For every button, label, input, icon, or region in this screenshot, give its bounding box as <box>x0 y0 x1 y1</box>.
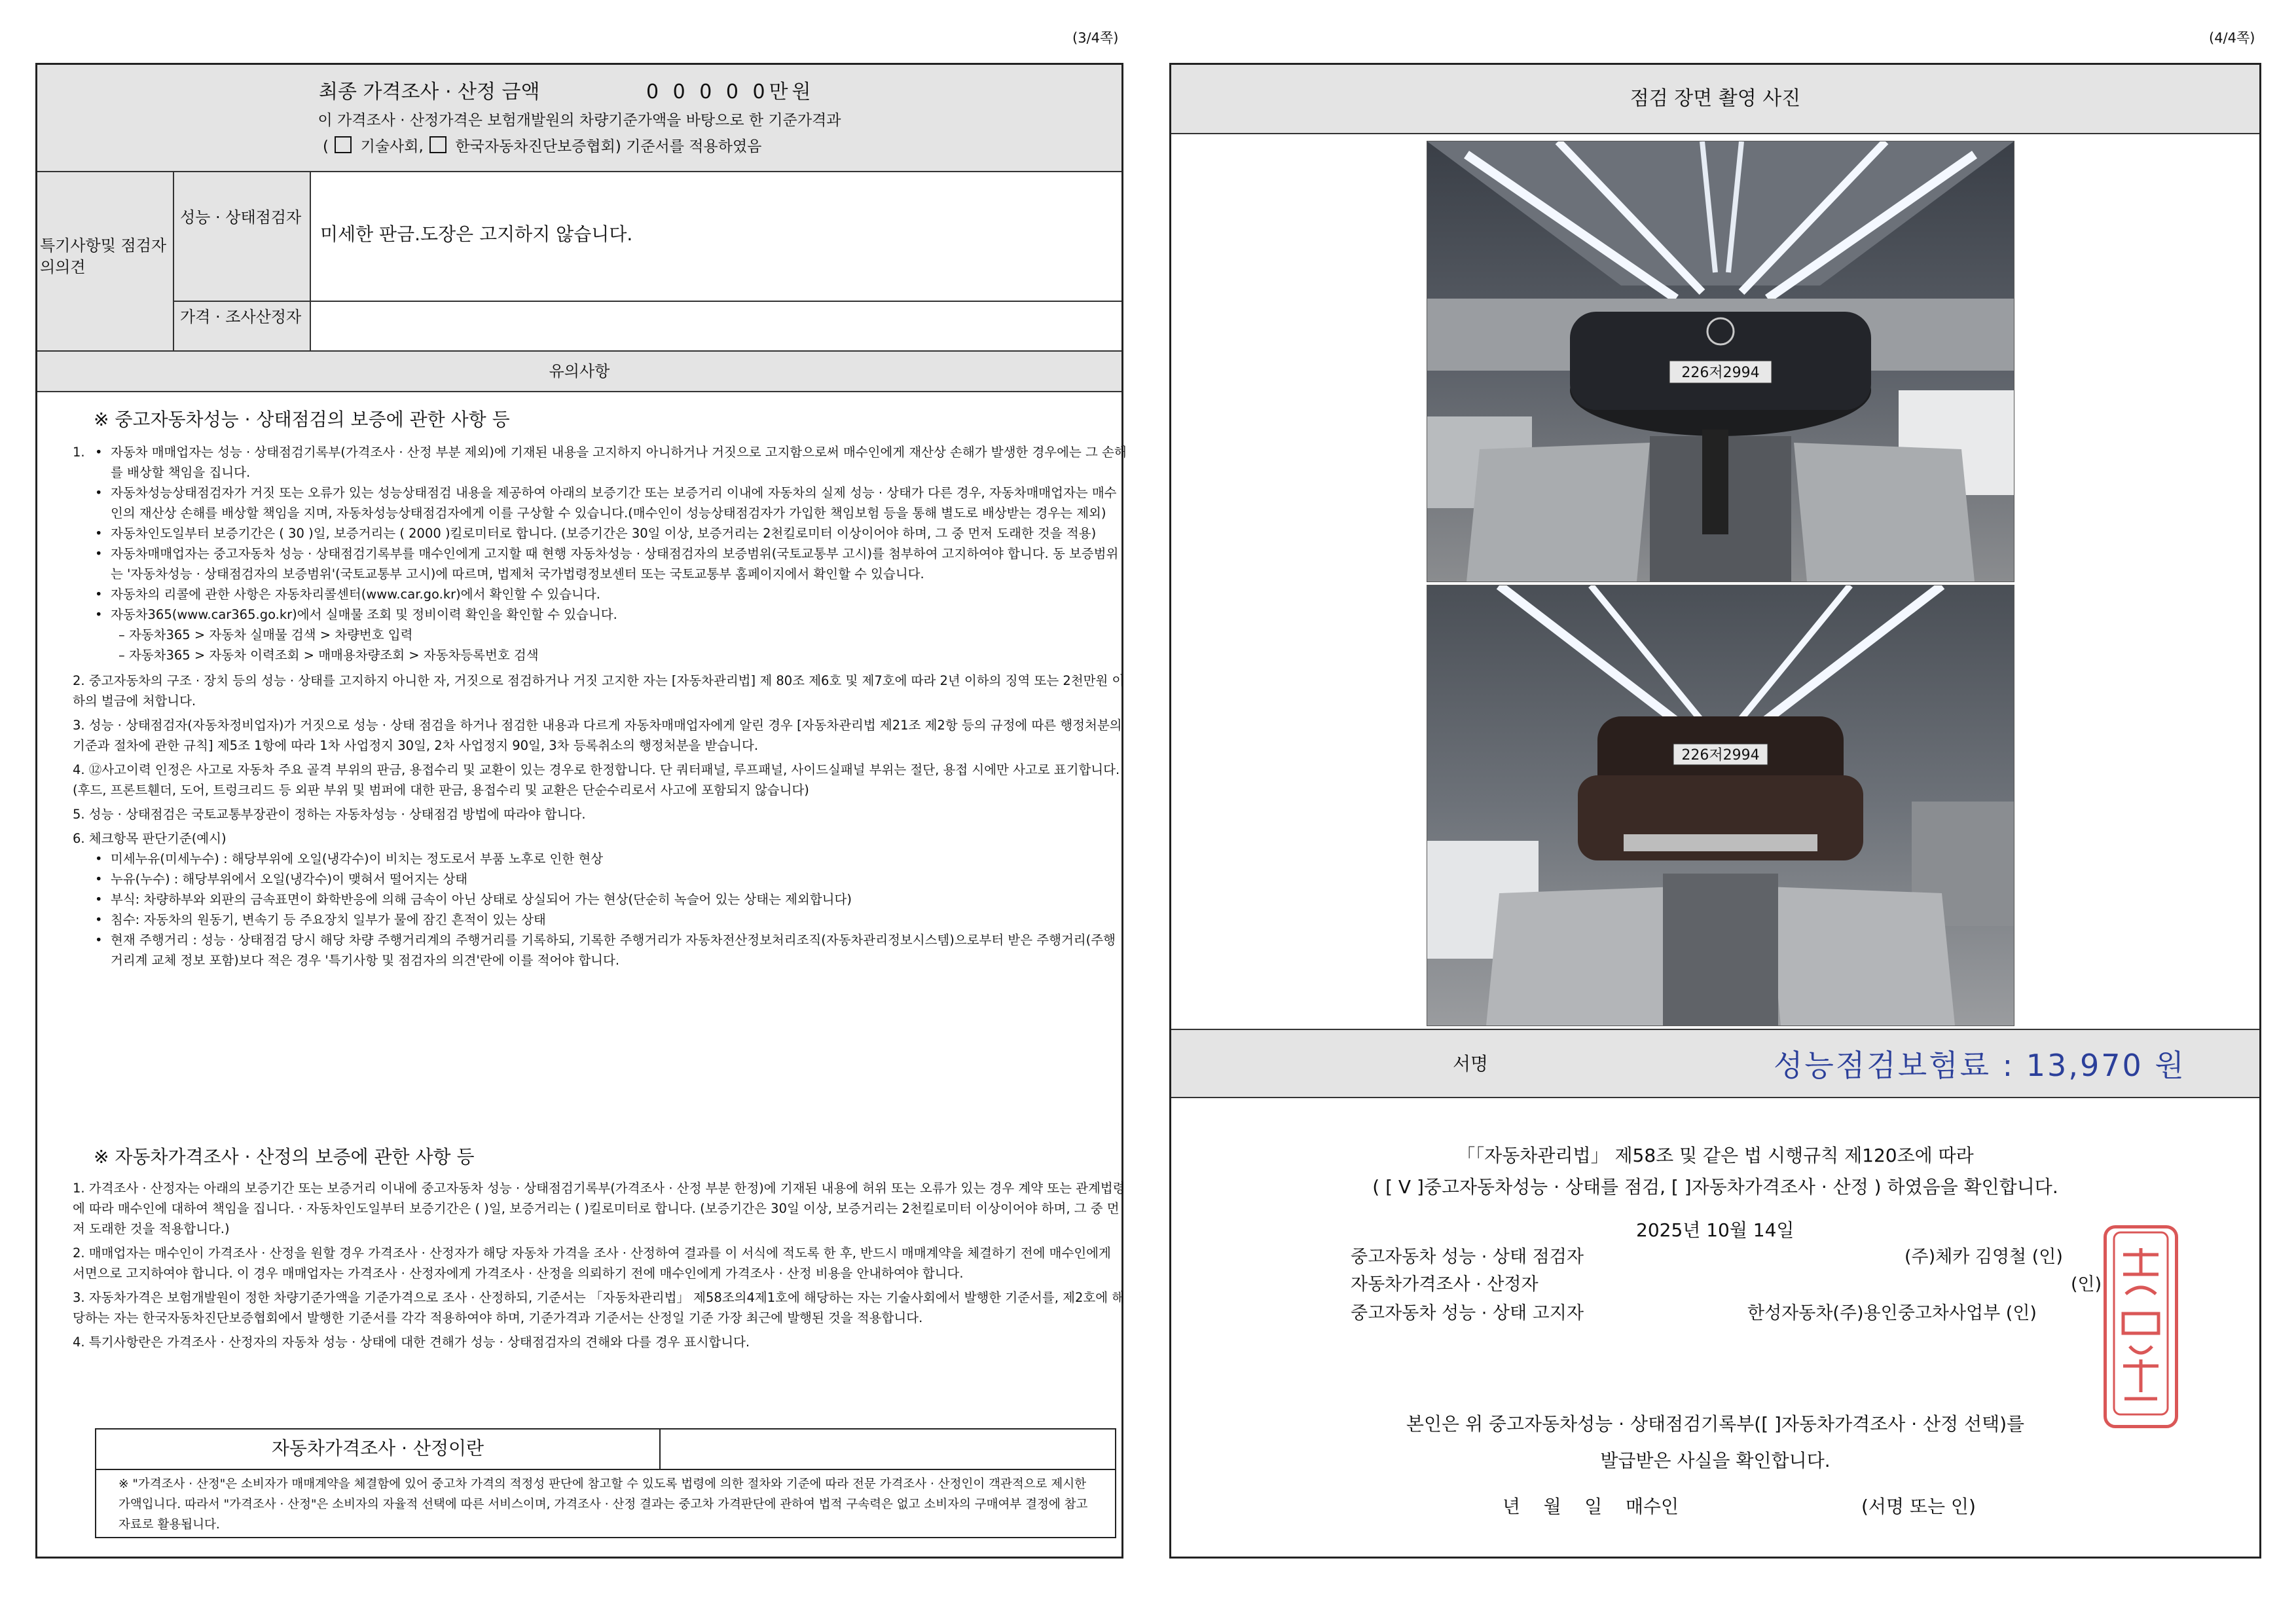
section2-title: ※ 자동차가격조사 · 산정의 보증에 관한 사항 등 <box>94 1146 475 1168</box>
final-price-label: 최종 가격조사 · 산정 금액 <box>319 81 540 103</box>
left-page-frame <box>35 63 1127 1559</box>
list-item: • 미세누유(미세누수) : 해당부위에 오일(냉각수)이 비치는 정도로서 부품 노후로 인한 현상 <box>73 849 1127 869</box>
signature-fee-bar <box>1171 1030 2259 1097</box>
insurance-fee: 성능점검보험료 : 13,970 원 <box>1774 1048 2186 1083</box>
buyer-date: 년 월 일 매수인 <box>1503 1496 1679 1517</box>
inspection-photo-rear <box>1427 585 2014 1026</box>
signature-label: 서명 <box>1453 1053 1489 1075</box>
list-item: 2. 중고자동차의 구조 · 장치 등의 성능 · 상태를 고지하지 아니한 자, 거짓으로 점검하거나 거짓 고지한 자는 [자동차관리법] 제 80조 제6호 및 제7호에 따라 2년 이하의 징역 또는 2천만원 이하의 벌금에 처합니다. <box>73 673 1125 709</box>
company-seal <box>2104 1225 2178 1428</box>
right-page-frame <box>1169 63 2261 1559</box>
sig-role-inspector: 중고자동차 성능 · 상태 점검자 <box>1351 1247 1584 1267</box>
buyer-sign[interactable]: (서명 또는 인) <box>1861 1496 1976 1517</box>
notes-heading: 유의사항 <box>37 352 1121 391</box>
list-item: • 침수: 자동차의 원동기, 변속기 등 주요장치 일부가 물에 잠긴 흔적이 있는 상태 <box>73 910 1127 930</box>
checkbox-engineers[interactable] <box>335 136 352 153</box>
appraisal-definition-box <box>95 1428 1116 1538</box>
list-item: • 누유(누수) : 해당부위에서 오일(냉각수)이 맺혀서 떨어지는 상태 <box>73 869 1127 889</box>
receipt-line-1: 본인은 위 중고자동차성능 · 상태점검기록부([ ]자동차가격조사 · 산정 선택)를 <box>1406 1413 2025 1435</box>
sig-role-appraiser: 자동차가격조사 · 산정자 <box>1351 1274 1539 1295</box>
list-item: 1. 가격조사 · 산정자는 아래의 보증기간 또는 보증거리 이내에 중고자동차 성능 · 상태점검기록부(가격조사 · 산정 부분 한정)에 기재된 내용에 허위 또는 오류가 있는 경우 계약 또는 관계법령에 따라 매수인에 대하여 책임을 집니다. · 자동차인도일부터 보증기간은 ( )일, 보증거리는 ( )킬로미터로 합니다. (보증기간은 30일 이상, 보증거리는 2천킬로미터 이상이어야 하며, 그 중 먼저 도래한 것을 적용합니다.) <box>73 1181 1125 1236</box>
row-inspector-value: 미세한 판금.도장은 고지하지 않습니다. <box>320 223 633 245</box>
final-price-header <box>37 65 1121 171</box>
list-item: 5. 성능 · 상태점검은 국토교통부장관이 정하는 자동차성능 · 상태점검 방법에 따라야 합니다. <box>73 807 586 822</box>
sig-role-notifier: 중고자동차 성능 · 상태 고지자 <box>1351 1303 1584 1323</box>
list-item: • 자동차인도일부터 보증기간은 ( 30 )일, 보증거리는 ( 2000 )킬로미터로 합니다. (보증기간은 30일 이상, 보증거리는 2천킬로미터 이상이어야 하며, 그 중 먼저 도래한 것을 적용) <box>73 523 1127 544</box>
list-subitem: – 자동차365 > 자동차 이력조회 > 매매용차량조회 > 자동차등록번호 검색 <box>118 648 539 663</box>
rear-plate-text: 226저2994 <box>1681 747 1760 764</box>
standards-option-2: 한국자동차진단보증협회) 기준서를 적용하였음 <box>455 138 762 155</box>
statement-line-1: 「「자동차관리법」 제58조 및 같은 법 시행규칙 제120조에 따라 <box>1457 1145 1974 1166</box>
list-item: • 자동차성능상태점검자가 거짓 또는 오류가 있는 성능상태점검 내용을 제공하여 아래의 보증기간 또는 보증거리 이내에 자동차의 실제 성능 · 상태가 다른 경우, 자동차매매업자는 매수인의 재산상 손해를 배상할 책임을 지며, 자동차성능상태점검자에게 이를 구상할 수 있습니다.(매수인이 성능상태점검자가 가입한 책임보험 등을 통해 별도로 배상받는 경우는 제외) <box>73 483 1127 523</box>
appraisal-box-text: ※ "가격조사 · 산정"은 소비자가 매매계약을 체결함에 있어 중고차 가격의 적정성 판단에 참고할 수 있도록 법령에 의한 절차와 기준에 따라 전문 가격조사 · 산정인이 객관적으로 제시한 가액입니다. 따라서 "가격조사 · 산정"은 소비자의 자율적 선택에 따른 서비스이며, 가격조사 · 산정 결과는 중고차 가격판단에 관하여 법적 구속력은 없고 소비자의 구매여부 결정에 참고자료로 활용됩니다. <box>118 1477 1088 1532</box>
list-item: 4. ⑫사고이력 인정은 사고로 자동차 주요 골격 부위의 판금, 용접수리 및 교환이 있는 경우로 한정합니다. 단 쿼터패널, 루프패널, 사이드실패널 부위는 절단, 용접 시에만 사고로 표기합니다. (후드, 프론트휀더, 도어, 트렁크리드 등 외판 부위 및 범퍼에 대한 판금, 용접수리 및 교환은 단순수리로서 사고에 포함되지 않습니다) <box>73 762 1120 798</box>
list-item: • 1. 자동차 매매업자는 성능 · 상태점검기록부(가격조사 · 산정 부분 제외)에 기재된 내용을 고지하지 아니하거나 거짓으로 고지함으로써 매수인에게 재산상 손해가 발생한 경우에는 그 손해를 배상할 책임을 집니다. <box>73 442 1127 483</box>
inspection-photo-front-image <box>1427 141 2014 581</box>
list-item: 4. 특기사항란은 가격조사 · 산정자의 자동차 성능 · 상태에 대한 견해가 성능 · 상태점검자의 견해와 다를 경우 표시합니다. <box>73 1335 750 1350</box>
list-item: • 부식: 차량하부와 외판의 금속표면이 화학반응에 의해 금속이 아닌 상태로 상실되어 가는 현상(단순히 녹슬어 있는 상태는 제외합니다) <box>73 889 1127 910</box>
inspection-photo-front <box>1427 141 2014 582</box>
row-inspector-label: 성능 · 상태점검자 <box>180 208 302 227</box>
standards-line <box>323 134 761 156</box>
seal-image <box>2110 1228 2172 1418</box>
section2-list <box>73 1178 1127 1352</box>
front-plate-text: 226저2994 <box>1681 365 1760 381</box>
list-subitem: – 자동차365 > 자동차 실매물 검색 > 차량번호 입력 <box>118 627 413 642</box>
standards-option-1: 기술사회, <box>360 138 424 155</box>
right-page-number: (4/4쪽) <box>2209 30 2255 46</box>
photo-section-title: 점검 장면 촬영 사진 <box>1171 65 2259 133</box>
list-item: • 자동차의 리콜에 관한 사항은 자동차리콜센터(www.car.go.kr)에서 확인할 수 있습니다. <box>73 584 1127 604</box>
statement-line-2: ( [ V ]중고자동차성능 · 상태를 점검, [ ]자동차가격조사 · 산정 ) 하였음을 확인합니다. <box>1372 1176 2058 1198</box>
list-item: 6. 체크항목 판단기준(예시) <box>73 831 227 846</box>
standards-open: ( <box>323 138 329 155</box>
list-item: 3. 자동차가격은 보험개발원이 정한 차량기준가액을 기준가격으로 조사 · 산정하되, 기준서는 「자동차관리법」 제58조의4제1호에 해당하는 자는 기술사회에서 발행한 기준서를, 제2호에 해당하는 자는 한국자동차진단보증협회에서 발행한 기준서를 각각 적용하여야 하며, 기준가격과 기준서는 산정일 기준 가장 최근에 발행된 것을 적용합니다. <box>73 1290 1125 1325</box>
list-item: 3. 성능 · 상태점검자(자동차정비업자)가 거짓으로 성능 · 상태 점검을 하거나 점검한 내용과 다르게 자동차매매업자에게 알린 경우 [자동차관리법 제21조 제2항 등의 규정에 따른 행정처분의 기준과 절차에 관한 규칙] 제5조 1항에 따라 1차 사업정지 30일, 2차 사업정지 90일, 3차 등록취소의 행정처분을 받습니다. <box>73 718 1122 753</box>
list-item: • 현재 주행거리 : 성능 · 상태점검 당시 해당 차량 주행거리계의 주행거리를 기록하되, 기록한 주행거리가 자동차전산정보처리조직(자동차관리정보시스템)으로부터 받은 주행거리(주행거리계 교체 정보 포함)보다 적은 경우 '특기사항 및 점검자의 의견'란에 이를 적어야 합니다. <box>73 930 1127 970</box>
section1-list <box>73 442 1127 970</box>
sig-name-notifier: 한성자동차(주)용인중고차사업부 (인) <box>1747 1303 2037 1323</box>
section1-title: ※ 중고자동차성능 · 상태점검의 보증에 관한 사항 등 <box>94 409 510 430</box>
receipt-line-2: 발급받은 사실을 확인합니다. <box>1600 1450 1831 1471</box>
final-price-amount: 0 0 0 0 0만원 <box>646 81 815 103</box>
opinion-heading: 특기사항및 점검자의의견 <box>40 236 167 276</box>
left-page-number: (3/4쪽) <box>1072 30 1119 46</box>
list-item: 2. 매매업자는 매수인이 가격조사 · 산정을 원할 경우 가격조사 · 산정자가 해당 자동차 가격을 조사 · 산정하여 결과를 이 서식에 적도록 한 후, 반드시 매매계약을 체결하기 전에 매수인에게 서면으로 고지하여야 합니다. 이 경우 매매업자는 가격조사 · 산정자에게 가격조사 · 산정을 의뢰하기 전에 매수인에게 가격조사 · 산정 비용을 안내하여야 합니다. <box>73 1246 1111 1281</box>
row-appraiser-label: 가격 · 조사산정자 <box>180 308 302 326</box>
list-item: • 자동차매매업자는 중고자동차 성능 · 상태점검기록부를 매수인에게 고지할 때 현행 자동차성능 · 상태점검자의 보증범위(국토교통부 고시)를 첨부하여 고지하여야 합니다. 동 보증범위는 '자동차성능 · 상태점검자의 보증범위'(국토교통부 고시)에 따르며, 법제처 국가법령정보센터 또는 국토교통부 홈페이지에서 확인할 수 있습니다. <box>73 544 1127 584</box>
checkbox-kadwa[interactable] <box>429 136 446 153</box>
sig-name-appraiser: (인) <box>2071 1274 2102 1295</box>
appraisal-box-title: 자동차가격조사 · 산정이란 <box>96 1430 661 1470</box>
sig-name-inspector: (주)체카 김영철 (인) <box>1904 1247 2063 1267</box>
list-item: • 자동차365(www.car365.go.kr)에서 실매물 조회 및 정비이력 확인을 확인할 수 있습니다. <box>73 604 1127 625</box>
final-price-basis: 이 가격조사 · 산정가격은 보험개발원의 차량기준가액을 바탕으로 한 기준가격과 <box>318 112 841 129</box>
inspection-photo-rear-image <box>1427 585 2014 1025</box>
statement-date: 2025년 10월 14일 <box>1636 1219 1795 1241</box>
